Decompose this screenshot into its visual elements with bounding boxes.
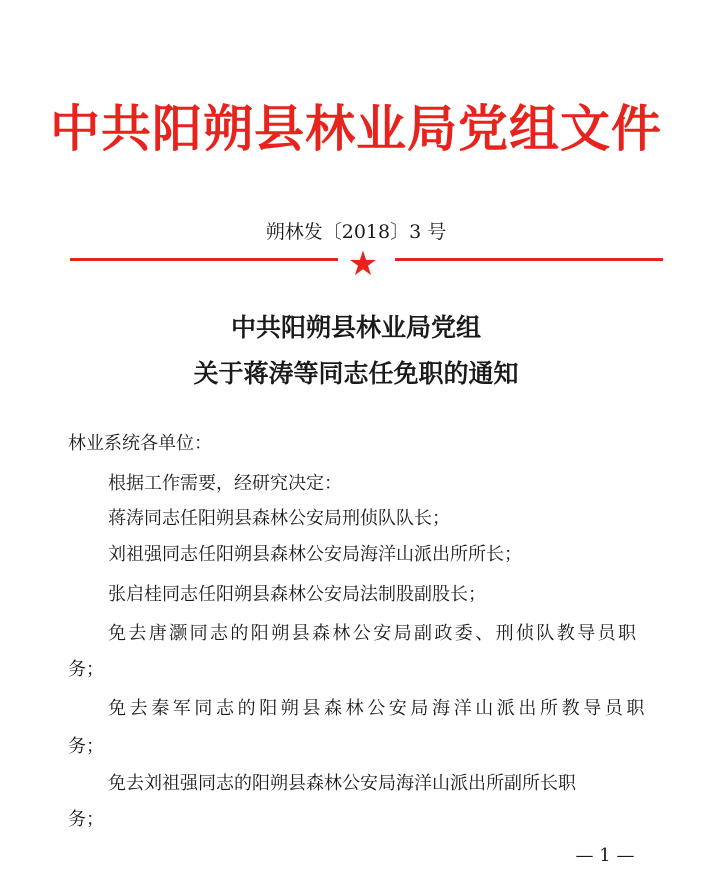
- paragraph-removal-1: 免去唐灏同志的阳朔县森林公安局副政委、刑侦队教导员职: [108, 623, 639, 644]
- notice-title-line2: 关于蒋涛等同志任免职的通知: [193, 359, 519, 388]
- document-header-title: 中共阳朔县林业局党组文件: [50, 99, 662, 158]
- paragraph-appointment-1: 蒋涛同志任阳朔县森林公安局刑侦队队长；: [108, 508, 450, 529]
- paragraph-removal-3-cont: 务；: [68, 809, 104, 830]
- salutation: 林业系统各单位：: [68, 433, 212, 454]
- red-divider-right: [395, 258, 663, 261]
- paragraph-removal-2: 免去秦军同志的阳朔县森林公安局海洋山派出所教导员职: [108, 698, 648, 719]
- paragraph-removal-2-cont: 务；: [68, 736, 104, 757]
- red-divider-left: [70, 258, 338, 261]
- paragraph-intro: 根据工作需要，经研究决定：: [108, 473, 342, 494]
- paragraph-removal-3: 免去刘祖强同志的阳朔县森林公安局海洋山派出所副所长职: [108, 773, 576, 794]
- star-icon: ★: [347, 244, 379, 284]
- paragraph-appointment-2: 刘祖强同志任阳朔县森林公安局海洋山派出所所长；: [108, 544, 522, 565]
- notice-title-line1: 中共阳朔县林业局党组: [230, 313, 481, 342]
- page-number: — 1 —: [575, 845, 635, 866]
- paragraph-appointment-3: 张启桂同志任阳朔县森林公安局法制股副股长；: [108, 584, 486, 605]
- paragraph-removal-1-cont: 务；: [68, 659, 104, 680]
- document-number: 朔林发〔2018〕3 号: [265, 221, 447, 243]
